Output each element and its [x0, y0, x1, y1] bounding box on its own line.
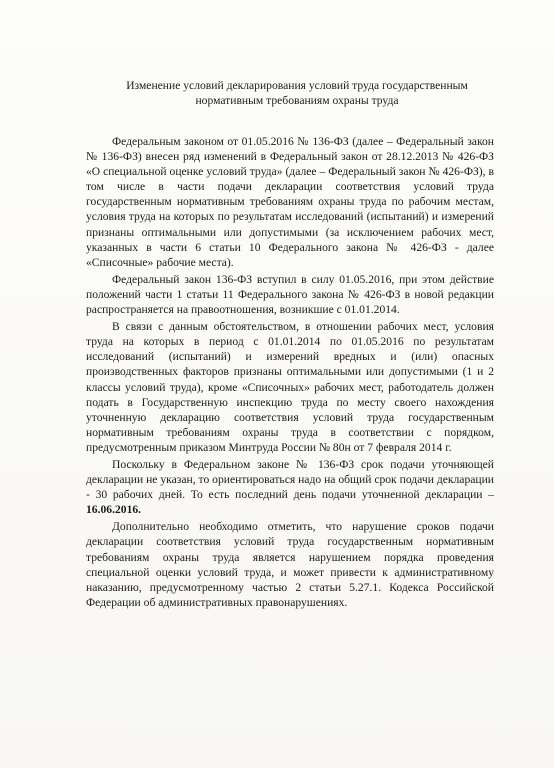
paragraph-2: Федеральный закон 136-ФЗ вступил в силу 01.05.2016, при этом действие положений части 1 статьи 11 Федерального закона № 426-ФЗ в новой редакции распространяется на правоотношения, возникшие с 01.01.2014.	[86, 272, 494, 317]
title-line-2: нормативным требованиям охраны труда	[195, 94, 399, 107]
deadline-suffix: .	[138, 503, 142, 517]
title-line-1: Изменение условий декларирования условий труда государственным	[126, 79, 468, 92]
paragraph-4	[86, 457, 494, 517]
paragraph-5: Дополнительно необходимо отметить, что нарушение сроков подачи декларации соответствия условий труда государственным нормативным требованиям охраны труда является нарушением порядка проведения специальной оценки условий труда, и может привести к административному наказанию, предусмотренному частью 2 статьи 5.27.1. Кодекса Российской Федерации об административных правонарушениях.	[86, 520, 494, 609]
paragraph-1: Федеральным законом от 01.05.2016 № 136-ФЗ (далее – Федеральный закон № 136-ФЗ) внесен ряд изменений в Федеральный закон от 28.12.2013 № 426-ФЗ «О специальной оценке условий труда» (далее – Федеральный закон № 426-ФЗ), в том числе в части подачи декларации соответствия условий труда государственным нормативным требованиям охраны труда по рабочим местам, условия труда на которых по результатам исследований (испытаний) и измерений признаны оптимальными или допустимыми (за исключением рабочих мест, указанных в части 6 статьи 10 Федерального закона № 426-ФЗ - далее «Списочные» рабочие места).	[86, 135, 494, 269]
paragraph-3: В связи с данным обстоятельством, в отношении рабочих мест, условия труда на которых в период с 01.01.2014 по 01.05.2016 по результатам исследований (испытаний) и измерений вредных и (или) опасных производственных факторов признаны оптимальными или допустимыми (1 и 2 классы условий труда), кроме «Списочных» рабочих мест, работодатель должен подать в Государственную инспекцию труда по месту своего нахождения уточненную декларацию соответствия условий труда государственным нормативным требованиям охраны труда в соответствии с порядком, предусмотренным приказом Минтруда России № 80н от 7 февраля 2014 г.	[86, 320, 494, 454]
deadline-date: 16.06.2016	[86, 503, 139, 517]
document-title	[86, 78, 494, 108]
paragraph-4-text: Поскольку в Федеральном законе № 136-ФЗ срок подачи уточняющей декларации не указан, то ориентироваться надо на общий срок подачи декларации - 30 рабочих дней. То есть последний день подачи уточненной декларации –	[86, 457, 494, 502]
